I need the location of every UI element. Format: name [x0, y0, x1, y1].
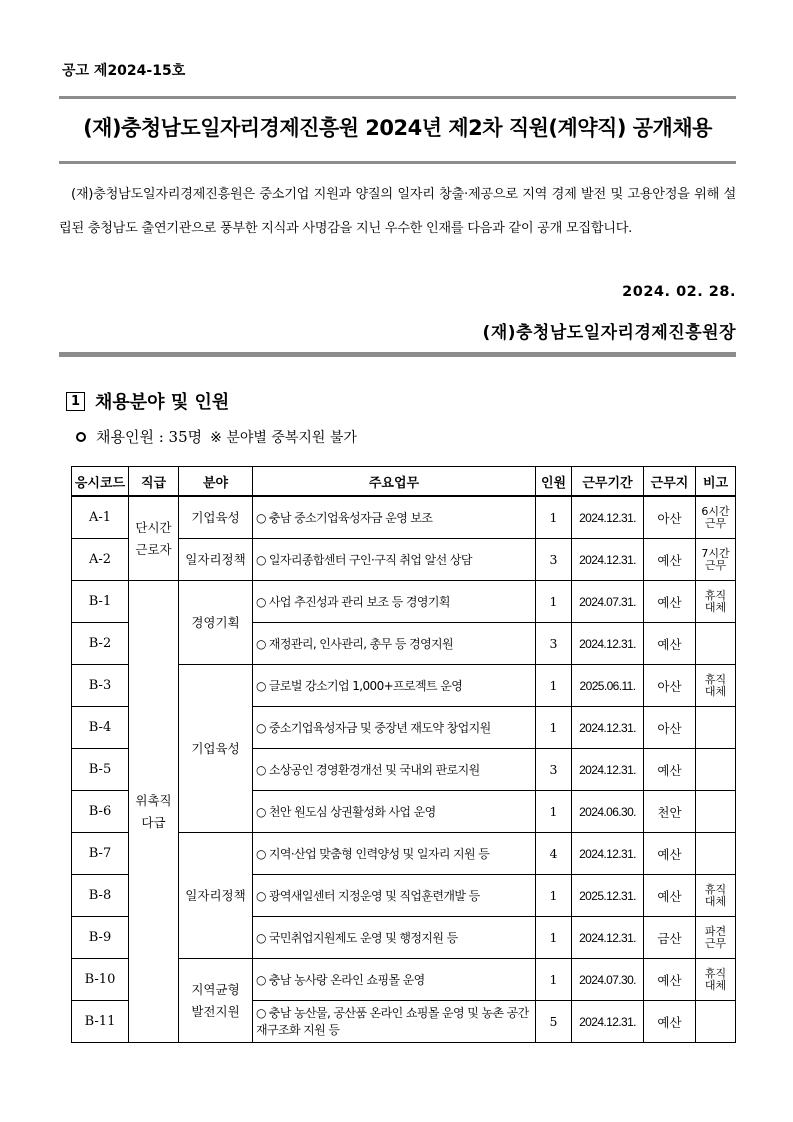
- cell-task: [253, 875, 536, 917]
- table-row: [72, 496, 736, 539]
- note-line: 대체: [704, 600, 727, 614]
- cell-location: 예산: [644, 539, 696, 581]
- task-bullet: ○: [256, 679, 266, 693]
- cell-code: B-4: [72, 707, 129, 749]
- cell-field: 일자리정책: [179, 539, 253, 581]
- cell-period: 2024.12.31.: [572, 623, 644, 665]
- header-task: 주요업무: [253, 467, 536, 497]
- note-line: 대체: [704, 978, 727, 992]
- task-text: 소상공인 경영환경개선 및 국내외 판로지원: [268, 763, 480, 777]
- task-text: 국민취업지원제도 운영 및 행정지원 등: [268, 931, 458, 945]
- note-line: 휴직: [704, 672, 727, 686]
- cell-period: 2024.12.31.: [572, 539, 644, 581]
- cell-field: 기업육성: [179, 496, 253, 539]
- note-line: 6시간: [701, 504, 730, 518]
- note-line: 휴직: [704, 588, 727, 602]
- cell-note: [696, 749, 736, 791]
- cell-task: [253, 833, 536, 875]
- cell-field: 일자리정책: [179, 833, 253, 959]
- header-field: 분야: [179, 467, 253, 497]
- cell-note: [696, 707, 736, 749]
- cell-task: [253, 496, 536, 539]
- cell-task: [253, 623, 536, 665]
- cell-count: 3: [536, 749, 572, 791]
- cell-period: 2024.06.30.: [572, 791, 644, 833]
- note-line: 휴직: [704, 966, 727, 980]
- task-text: 충남 농산물, 공산품 온라인 쇼핑몰 운영 및 농촌 공간 재구조화 지원 등: [256, 1005, 529, 1037]
- cell-location: 예산: [644, 833, 696, 875]
- cell-code: A-1: [72, 496, 129, 539]
- cell-count: 1: [536, 791, 572, 833]
- cell-code: B-5: [72, 749, 129, 791]
- cell-note: [696, 1001, 736, 1043]
- cell-code: B-11: [72, 1001, 129, 1043]
- cell-code: B-10: [72, 959, 129, 1001]
- task-text: 사업 추진성과 관리 보조 등 경영기획: [268, 595, 450, 609]
- cell-location: 예산: [644, 581, 696, 623]
- rank-line: 근로자: [135, 541, 172, 557]
- note-line: 근무: [704, 936, 727, 950]
- cell-location: 아산: [644, 707, 696, 749]
- cell-location: 금산: [644, 917, 696, 959]
- note-line: 7시간: [701, 546, 730, 560]
- task-bullet: ○: [256, 1005, 266, 1020]
- recruitment-count-line: [76, 426, 357, 447]
- task-bullet: ○: [256, 721, 266, 735]
- section-heading: [66, 388, 229, 414]
- task-text: 지역·산업 맞춤형 인력양성 및 일자리 지원 등: [268, 847, 490, 861]
- cell-count: 3: [536, 623, 572, 665]
- intro-paragraph: (재)충청남도일자리경제진흥원은 중소기업 지원과 양질의 일자리 창출·제공으로 지역 경제 발전 및 고용안정을 위해 설립된 충청남도 출연기관으로 풍부한 지식과 사명감을 지닌 우수한 인재를 다음과 같이 공개 모집합니다.: [59, 187, 736, 236]
- cell-period: 2024.12.31.: [572, 833, 644, 875]
- cell-note: [696, 959, 736, 1001]
- header-count: 인원: [536, 467, 572, 497]
- cell-count: 1: [536, 496, 572, 539]
- cell-count: 1: [536, 917, 572, 959]
- cell-count: 1: [536, 959, 572, 1001]
- cell-note: [696, 496, 736, 539]
- cell-location: 아산: [644, 665, 696, 707]
- cell-location: 예산: [644, 959, 696, 1001]
- task-bullet: ○: [256, 931, 266, 945]
- cell-count: 4: [536, 833, 572, 875]
- header-note: 비고: [696, 467, 736, 497]
- duplicate-application-note: ※ 분야별 중복지원 불가: [210, 429, 357, 446]
- cell-task: [253, 707, 536, 749]
- cell-code: B-8: [72, 875, 129, 917]
- cell-count: 5: [536, 1001, 572, 1043]
- task-bullet: ○: [256, 511, 266, 525]
- cell-location: 예산: [644, 1001, 696, 1043]
- cell-period: 2024.12.31.: [572, 749, 644, 791]
- cell-location: 예산: [644, 623, 696, 665]
- task-bullet: ○: [256, 889, 266, 903]
- cell-task: [253, 959, 536, 1001]
- cell-location: 예산: [644, 875, 696, 917]
- cell-note: [696, 875, 736, 917]
- field-line: 지역균형: [191, 981, 240, 997]
- note-line: 대체: [704, 894, 727, 908]
- cell-rank-contract: [129, 581, 179, 1043]
- cell-field: [179, 959, 253, 1043]
- task-text: 충남 중소기업육성자금 운영 보조: [268, 511, 433, 525]
- cell-task: [253, 665, 536, 707]
- cell-count: 1: [536, 665, 572, 707]
- task-text: 천안 원도심 상권활성화 사업 운영: [268, 805, 436, 819]
- cell-count: 3: [536, 539, 572, 581]
- header-rank: 직급: [129, 467, 179, 497]
- cell-count: 1: [536, 581, 572, 623]
- cell-note: [696, 833, 736, 875]
- notice-date: 2024. 02. 28.: [622, 284, 736, 300]
- cell-location: 아산: [644, 496, 696, 539]
- title-divider: [59, 161, 736, 164]
- cell-note: [696, 791, 736, 833]
- cell-field: 경영기획: [179, 581, 253, 665]
- cell-period: 2024.12.31.: [572, 496, 644, 539]
- note-line: 근무: [704, 516, 727, 530]
- cell-note: [696, 623, 736, 665]
- signer: (재)충청남도일자리경제진흥원장: [482, 323, 736, 343]
- table-row: [72, 581, 736, 623]
- rank-line: 단시간: [135, 519, 172, 535]
- task-bullet: ○: [256, 553, 266, 567]
- cell-task: [253, 581, 536, 623]
- section-title: 채용분야 및 인원: [95, 392, 230, 413]
- cell-code: B-3: [72, 665, 129, 707]
- header-period: 근무기간: [572, 467, 644, 497]
- cell-code: B-2: [72, 623, 129, 665]
- cell-period: 2024.07.30.: [572, 959, 644, 1001]
- recruitment-count: 채용인원 : 35명: [96, 428, 203, 446]
- cell-period: 2025.12.31.: [572, 875, 644, 917]
- task-text: 중소기업육성자금 및 중장년 재도약 창업지원: [268, 721, 491, 735]
- cell-code: B-1: [72, 581, 129, 623]
- cell-location: 예산: [644, 749, 696, 791]
- cell-task: [253, 791, 536, 833]
- cell-field: 기업육성: [179, 665, 253, 833]
- task-text: 광역새일센터 지정운영 및 직업훈련개발 등: [268, 889, 480, 903]
- cell-task: [253, 917, 536, 959]
- table-header-row: [72, 467, 736, 497]
- rank-line: 위촉직: [135, 792, 172, 808]
- cell-note: [696, 665, 736, 707]
- cell-task: [253, 539, 536, 581]
- cell-code: B-9: [72, 917, 129, 959]
- page-title: (재)충청남도일자리경제진흥원 2024년 제2차 직원(계약직) 공개채용: [83, 116, 712, 140]
- cell-count: 1: [536, 875, 572, 917]
- task-text: 충남 농사랑 온라인 쇼핑몰 운영: [268, 973, 425, 987]
- cell-code: B-6: [72, 791, 129, 833]
- cell-task: [253, 749, 536, 791]
- circle-bullet-icon: [76, 432, 86, 442]
- task-text: 글로벌 강소기업 1,000+프로젝트 운영: [268, 679, 463, 693]
- cell-count: 1: [536, 707, 572, 749]
- field-line: 발전지원: [191, 1003, 240, 1019]
- header-code: 응시코드: [72, 467, 129, 497]
- note-line: 근무: [704, 558, 727, 572]
- note-line: 파견: [704, 924, 727, 938]
- cell-note: [696, 917, 736, 959]
- task-bullet: ○: [256, 805, 266, 819]
- cell-note: [696, 539, 736, 581]
- cell-period: 2024.12.31.: [572, 917, 644, 959]
- rank-line: 다급: [141, 814, 166, 830]
- cell-period: 2024.07.31.: [572, 581, 644, 623]
- cell-task: [253, 1001, 536, 1043]
- note-line: 대체: [704, 684, 727, 698]
- task-text: 일자리종합센터 구인·구직 취업 알선 상담: [268, 553, 472, 567]
- notice-number: 공고 제2024-15호: [62, 63, 186, 79]
- recruitment-table: [71, 466, 736, 1043]
- task-bullet: ○: [256, 637, 266, 651]
- cell-code: A-2: [72, 539, 129, 581]
- top-divider: [59, 96, 736, 99]
- task-bullet: ○: [256, 847, 266, 861]
- header-bottom-divider: [59, 352, 736, 357]
- task-bullet: ○: [256, 973, 266, 987]
- cell-location: 천안: [644, 791, 696, 833]
- cell-code: B-7: [72, 833, 129, 875]
- task-text: 재정관리, 인사관리, 총무 등 경영지원: [268, 637, 454, 651]
- section-number-box: 1: [66, 392, 85, 411]
- cell-rank-part-time: [129, 496, 179, 581]
- task-bullet: ○: [256, 595, 266, 609]
- cell-period: 2024.12.31.: [572, 1001, 644, 1043]
- cell-period: 2025.06.11.: [572, 665, 644, 707]
- task-bullet: ○: [256, 763, 266, 777]
- header-location: 근무지: [644, 467, 696, 497]
- note-line: 휴직: [704, 882, 727, 896]
- cell-period: 2024.12.31.: [572, 707, 644, 749]
- cell-note: [696, 581, 736, 623]
